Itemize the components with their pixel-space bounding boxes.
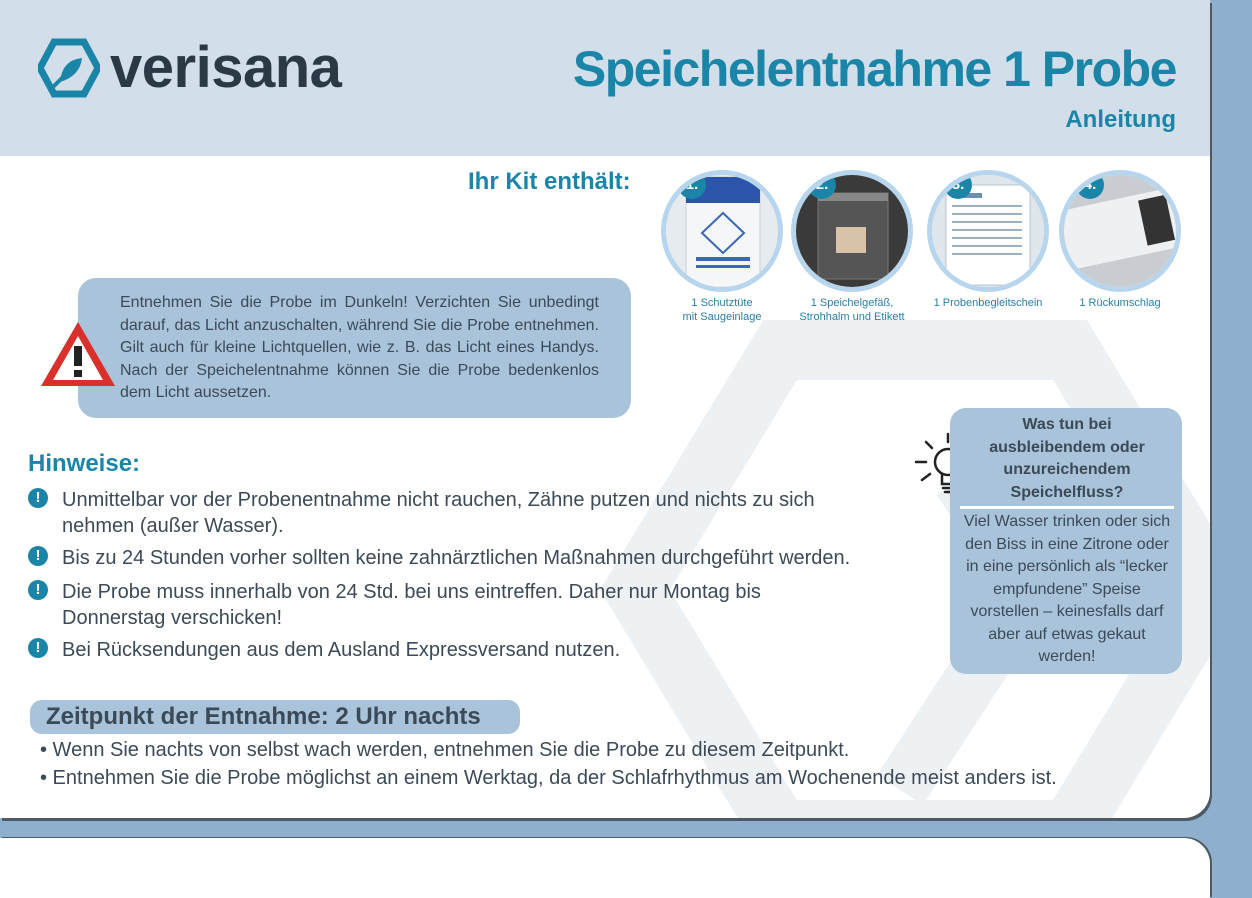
tip-body: Viel Wasser trinken oder sich den Biss in eine Zitrone oder in eine persönlich als “lecker empfundene” Speise vorstellen – keinesfalls darf aber auf etwas gekaut werden! xyxy=(963,513,1171,665)
next-page-card xyxy=(0,838,1210,898)
kit-caption xyxy=(787,296,917,324)
warning-box xyxy=(78,278,631,418)
kit-photo-container xyxy=(791,170,913,292)
header xyxy=(0,0,1210,156)
kit-caption xyxy=(1055,296,1185,310)
hinweis-text: Bis zu 24 Stunden vorher sollten keine zahnärztlichen Maßnahmen durchgeführt werden. xyxy=(62,547,851,569)
page-title: Speichelentnahme 1 Probe xyxy=(572,41,1176,97)
exclamation-icon: ! xyxy=(28,488,48,508)
kit-number: 4. xyxy=(1076,171,1104,199)
hinweis-item xyxy=(28,487,862,539)
hinweis-item xyxy=(28,579,822,631)
kit-caption-line: Strohhalm und Etikett xyxy=(799,311,905,323)
exclamation-icon: ! xyxy=(28,580,48,600)
kit-caption-line: 1 Speichelgefäß, xyxy=(810,297,894,309)
zeitpunkt-title: Zeitpunkt der Entnahme: 2 Uhr nachts xyxy=(46,703,481,730)
tip-divider xyxy=(960,506,1174,509)
verisana-logo-icon xyxy=(38,38,100,98)
hinweis-text: Bei Rücksendungen aus dem Ausland Expressversand nutzen. xyxy=(62,639,621,661)
kit-caption xyxy=(657,296,787,324)
kit-item-saliva-container xyxy=(787,170,917,324)
tip-box xyxy=(950,408,1182,674)
hinweis-item xyxy=(28,545,902,571)
logo-text: verisana xyxy=(110,35,342,100)
hinweis-item xyxy=(28,637,902,663)
kit-caption-line: 1 Rückumschlag xyxy=(1079,297,1161,309)
kit-number: 1. xyxy=(678,171,706,199)
zeitpunkt-item: • Wenn Sie nachts von selbst wach werden, entnehmen Sie die Probe zu diesem Zeitpunkt. xyxy=(40,739,850,761)
hinweis-text: Unmittelbar vor der Probenentnahme nicht rauchen, Zähne putzen und nichts zu sich nehmen (außer Wasser). xyxy=(62,489,815,537)
exclamation-icon: ! xyxy=(28,546,48,566)
hinweise-title: Hinweise: xyxy=(28,450,141,477)
warning-triangle-icon xyxy=(38,318,118,390)
tip-heading: Was tun bei ausbleibendem oder unzureichendem Speichelfluss? xyxy=(989,416,1145,501)
kit-item-sample-form xyxy=(923,170,1053,310)
kit-item-return-envelope xyxy=(1055,170,1185,310)
exclamation-icon: ! xyxy=(28,638,48,658)
kit-photo-envelope xyxy=(1059,170,1181,292)
kit-photo-bag xyxy=(661,170,783,292)
kit-item-protective-bag xyxy=(657,170,787,324)
hinweis-text: Die Probe muss innerhalb von 24 Std. bei uns eintreffen. Daher nur Montag bis Donnerstag verschicken! xyxy=(62,581,761,629)
kit-photo-form xyxy=(927,170,1049,292)
warning-text: Entnehmen Sie die Probe im Dunkeln! Verzichten Sie unbedingt darauf, das Licht anzuschalten, während Sie die Probe entnehmen. Gilt auch für kleine Lichtquellen, wie z. B. das Licht eines Handys. Nach der Speichelentnahme können Sie die Probe bedenkenlos dem Licht aussetzen. xyxy=(120,294,599,401)
logo xyxy=(38,35,342,100)
kit-caption xyxy=(923,296,1053,310)
kit-caption-line: 1 Schutztüte xyxy=(691,297,753,309)
zeitpunkt-item: • Entnehmen Sie die Probe möglichst an einem Werktag, da der Schlafrhythmus am Wochenende meist anders ist. xyxy=(40,767,1057,789)
page-subtitle: Anleitung xyxy=(1065,106,1176,133)
kit-caption-line: mit Saugeinlage xyxy=(682,311,762,323)
kit-number: 3. xyxy=(944,171,972,199)
kit-label: Ihr Kit enthält: xyxy=(468,168,631,195)
kit-caption-line: 1 Probenbegleitschein xyxy=(933,297,1043,309)
kit-number: 2. xyxy=(808,171,836,199)
